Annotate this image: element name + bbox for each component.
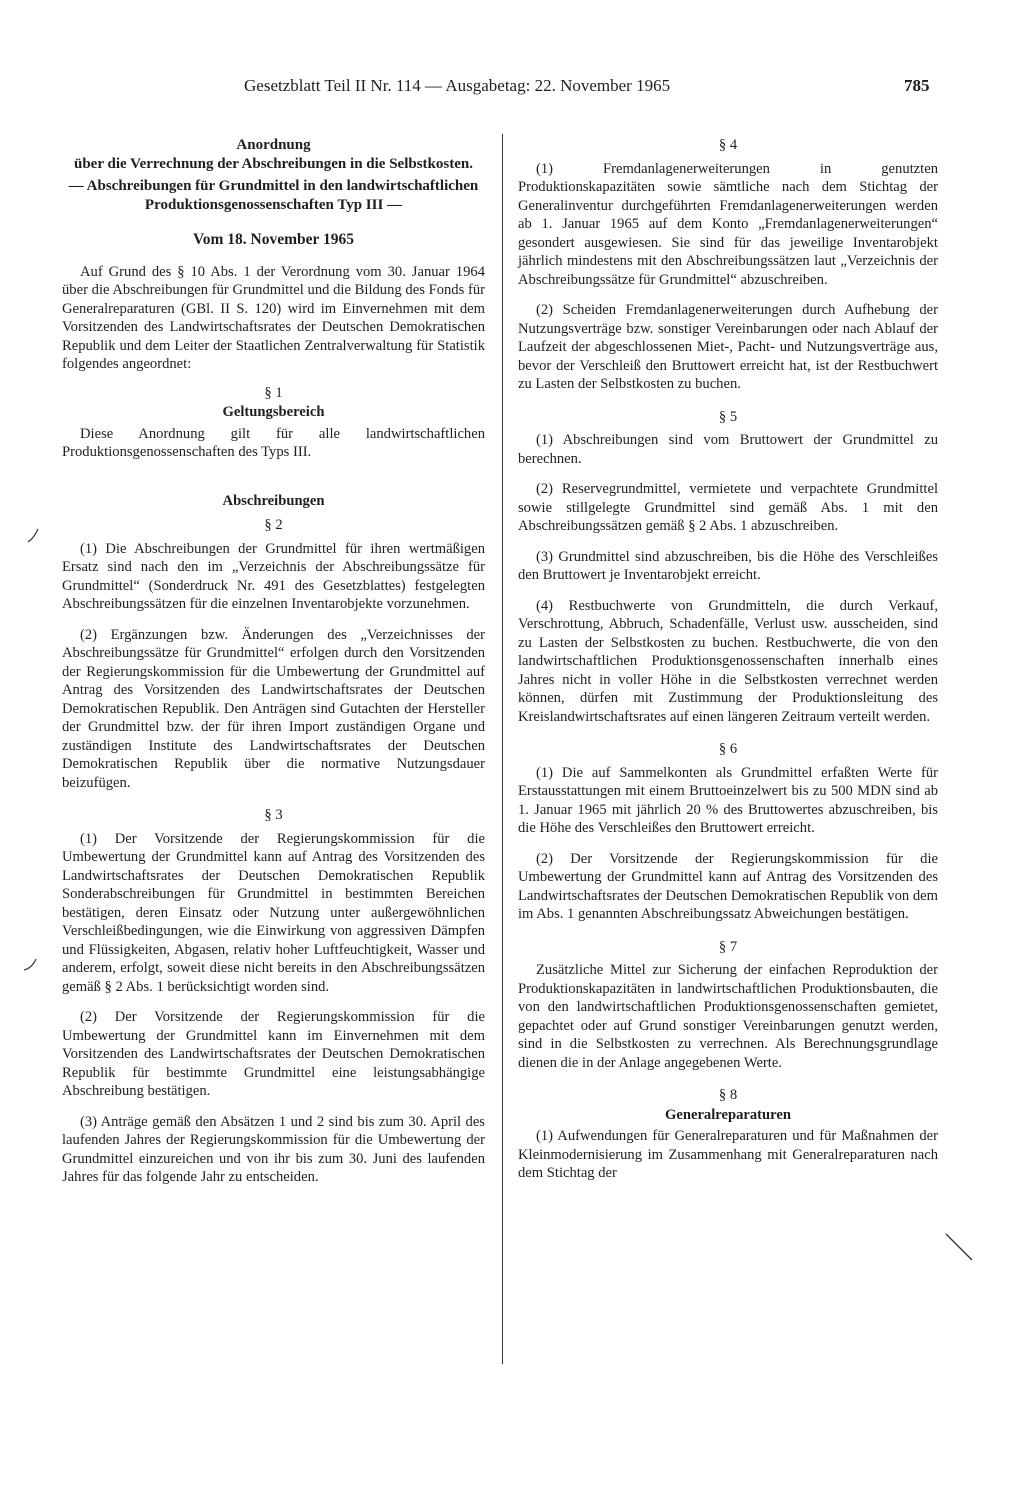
running-header: Gesetzblatt Teil II Nr. 114 — Ausgabetag: 22. November 1965 [244, 76, 671, 95]
ordinance-date: Vom 18. November 1965 [192, 231, 355, 248]
section-5-para-2: (2) Reservegrundmittel, vermietete und verpachtete Grundmittel sowie stillgelegte Grundmittel sind gemäß Abs. 1 mit den Abschreibungssätzen gemäß § 2 Abs. 1 abzuschreiben. [518, 481, 938, 534]
section-6-para-2: (2) Der Vorsitzende der Regierungskommission für die Umbewertung der Grundmittel kann auf Antrag des Vorsitzenden des Landwirtschaftsrates der Deutschen Demokratischen Republik von dem im Abs. 1 genannten Abschreibungssatz Abweichungen bestätigen. [518, 850, 938, 922]
section-1-number: § 1 [264, 384, 283, 401]
section-8-heading: Generalreparaturen [665, 1106, 791, 1123]
section-5-number: § 5 [718, 408, 738, 425]
margin-tick-mark [26, 528, 40, 544]
section-2-para-1: (1) Die Abschreibungen der Grundmittel für ihren wertmäßigen Ersatz sind nach den im „Verzeichnis der Abschreibungssätze für Grundmittel“ (Sonderdruck Nr. 491 des Gesetzblattes) festgelegten Abschreibungssätzen für die einzelnen Inventarobjekte vorzunehmen. [62, 540, 485, 612]
section-8-para-1: (1) Aufwendungen für Generalreparaturen und für Maßnahmen der Kleinmodernisierung im Zusammenhang mit Generalreparaturen nach dem Stichtag der [518, 1128, 938, 1181]
section-4-number: § 4 [718, 137, 738, 153]
section-3-para-1: (1) Der Vorsitzende der Regierungskommission für die Umbewertung der Grundmittel kann auf Antrag des Vorsitzenden des Landwirtschaftsrates der Deutschen Demokratischen Republik Sonderabschreibungen für Grundmittel in bestimmten Bereichen bestätigen, deren Einsatz oder Nutzung unter außergewöhnlichen Verschleißbedingungen, wie die Einwirkung von aggressiven Dämpfen und Flüssigkeiten, Abgasen, relativ hoher Luftfeuchtigkeit, Wasser und anderem, erfolgt, soweit diese nicht bereits in den Abschreibungssätzen gemäß § 2 Abs. 1 berücksichtigt worden sind. [62, 830, 485, 995]
margin-tick-mark [22, 958, 38, 972]
section-7-para-1: Zusätzliche Mittel zur Sicherung der einfachen Reproduktion der Produktionskapazitäten in landwirtschaftlichen Produktionsbauten, die von den landwirtschaftlichen Produktionsgenossenschaften gemietet, gepachtet oder auf Grund sonstiger Vereinbarungen genutzt werden, sind in die Selbstkosten zu verrechnen. Als Berechnungsgrundlage dienen die in der Anlage angegebenen Werte. [518, 962, 938, 1071]
margin-slash-mark [944, 1232, 974, 1262]
section-3-para-3: (3) Anträge gemäß den Absätzen 1 und 2 sind bis zum 30. April des laufenden Jahres der Regierungskommission für die Umbewertung der Grundmittel einzureichen und von ihr bis zum 30. Juni des laufenden Jahres für das folgende Jahr zu entscheiden. [62, 1113, 485, 1185]
ordinance-subject: über die Verrechnung der Abschreibungen in die Selbstkosten. [74, 155, 473, 172]
section-3-para-2: (2) Der Vorsitzende der Regierungskommission für die Umbewertung der Grundmittel kann im Einvernehmen mit dem Vorsitzenden des Landwirtschaftsrates der Deutschen Demokratischen Republik für bestimmte Grundmittel eine leistungsabhängige Abschreibung bestätigen. [62, 1009, 485, 1099]
ordinance-title: Anordnung [236, 137, 311, 153]
section-5-para-3: (3) Grundmittel sind abzuschreiben, bis die Höhe des Verschleißes den Bruttowert je Inventarobjekt erreicht. [518, 548, 938, 583]
section-4-para-2: (2) Scheiden Fremdanlagenerweiterungen durch Aufhebung der Nutzungsverträge bzw. sonstiger Vereinbarungen oder nach Ablauf der Laufzeit der abgeschlossenen Miet-, Pacht- und Nutzungsverträge aus, bevor der Verschleiß den Bruttowert erreicht hat, ist der Restbuchwert zu Lasten der Selbstkosten zu buchen. [518, 302, 938, 392]
section-1-text: Diese Anordnung gilt für alle landwirtschaftlichen Produktionsgenossenschaften des Typs III. [62, 425, 485, 460]
section-8-number: § 8 [718, 1087, 738, 1103]
section-4-para-1: (1) Fremdanlagenerweiterungen in genutzten Produktionskapazitäten sowie sämtliche nach dem Stichtag der Generalinventur durchgeführten Fremdanlagenerweiterungen werden ab 1. Januar 1965 auf dem Konto „Fremdanlagenerweiterungen“ gesondert ausgewiesen. Sie sind für das jeweilige Inventarobjekt jährlich mindestens mit den Abschreibungssätzen laut „Verzeichnis der Abschreibungssätze für Grundmittel“ abzuschreiben. [518, 160, 938, 288]
section-7-number: § 7 [718, 938, 738, 955]
section-5-para-4: (4) Restbuchwerte von Grundmitteln, die durch Verkauf, Verschrottung, Abbruch, Schadenfälle, Verlust usw. ausscheiden, sind zu Lasten der Selbstkosten zu buchen. Restbuchwerte, die von den landwirtschaftlichen Produktionsgenossenschaften innerhalb eines Jahres nicht in voller Höhe in die Selbstkosten verrechnet werden können, dürfen mit Zustimmung der Produktionsleitung des Kreislandwirtschaftsrates auf einen längeren Zeitraum verteilt werden. [518, 597, 938, 725]
section-3-number: § 3 [264, 807, 283, 823]
section-2-number: § 2 [264, 517, 283, 533]
section-6-number: § 6 [718, 741, 738, 757]
section-1-heading: Geltungsbereich [222, 404, 325, 420]
column-divider [502, 134, 503, 1364]
section-6-para-1: (1) Die auf Sammelkonten als Grundmittel erfaßten Werte für Erstausstattungen mit einem Bruttoeinzelwert bis zu 500 MDN sind ab 1. Januar 1965 mit jährlich 20 % des Bruttowertes abzuschreiben, bis die Höhe des Verschleißes den Bruttowert erreicht. [518, 764, 938, 836]
section-2-para-2: (2) Ergänzungen bzw. Änderungen des „Verzeichnisses der Abschreibungssätze für Grundmittel“ erfolgen durch den Vorsitzenden der Regierungskommission für die Umbewertung der Grundmittel auf Antrag des Vorsitzenden des Landwirtschaftsrates der Deutschen Demokratischen Republik. Den Anträgen sind Gutachten der Hersteller der Grundmittel bzw. der für ihren Import zuständigen Organe und zuständigen Institute des Landwirtschaftsrates der Deutschen Demokratischen Republik über die normative Nutzungsdauer beizufügen. [62, 626, 485, 791]
abschreibungen-heading: Abschreibungen [222, 492, 325, 509]
page-number: 785 [904, 76, 930, 95]
section-5-para-1: (1) Abschreibungen sind vom Bruttowert der Grundmittel zu berechnen. [518, 432, 938, 467]
preamble: Auf Grund des § 10 Abs. 1 der Verordnung vom 30. Januar 1964 über die Abschreibungen für Grundmittel und die Bildung des Fonds für Generalreparaturen (GBl. II S. 120) wird im Einvernehmen mit dem Vorsitzenden des Landwirtschaftsrates der Deutschen Demokratischen Republik und dem Leiter der Staatlichen Zentralverwaltung für Statistik folgendes angeordnet: [62, 263, 485, 372]
right-column [518, 136, 938, 1183]
left-column [62, 136, 485, 1187]
ordinance-subtitle: — Abschreibungen für Grundmittel in den landwirtschaftlichen Produktionsgenossenschaften Typ III — [68, 178, 479, 213]
